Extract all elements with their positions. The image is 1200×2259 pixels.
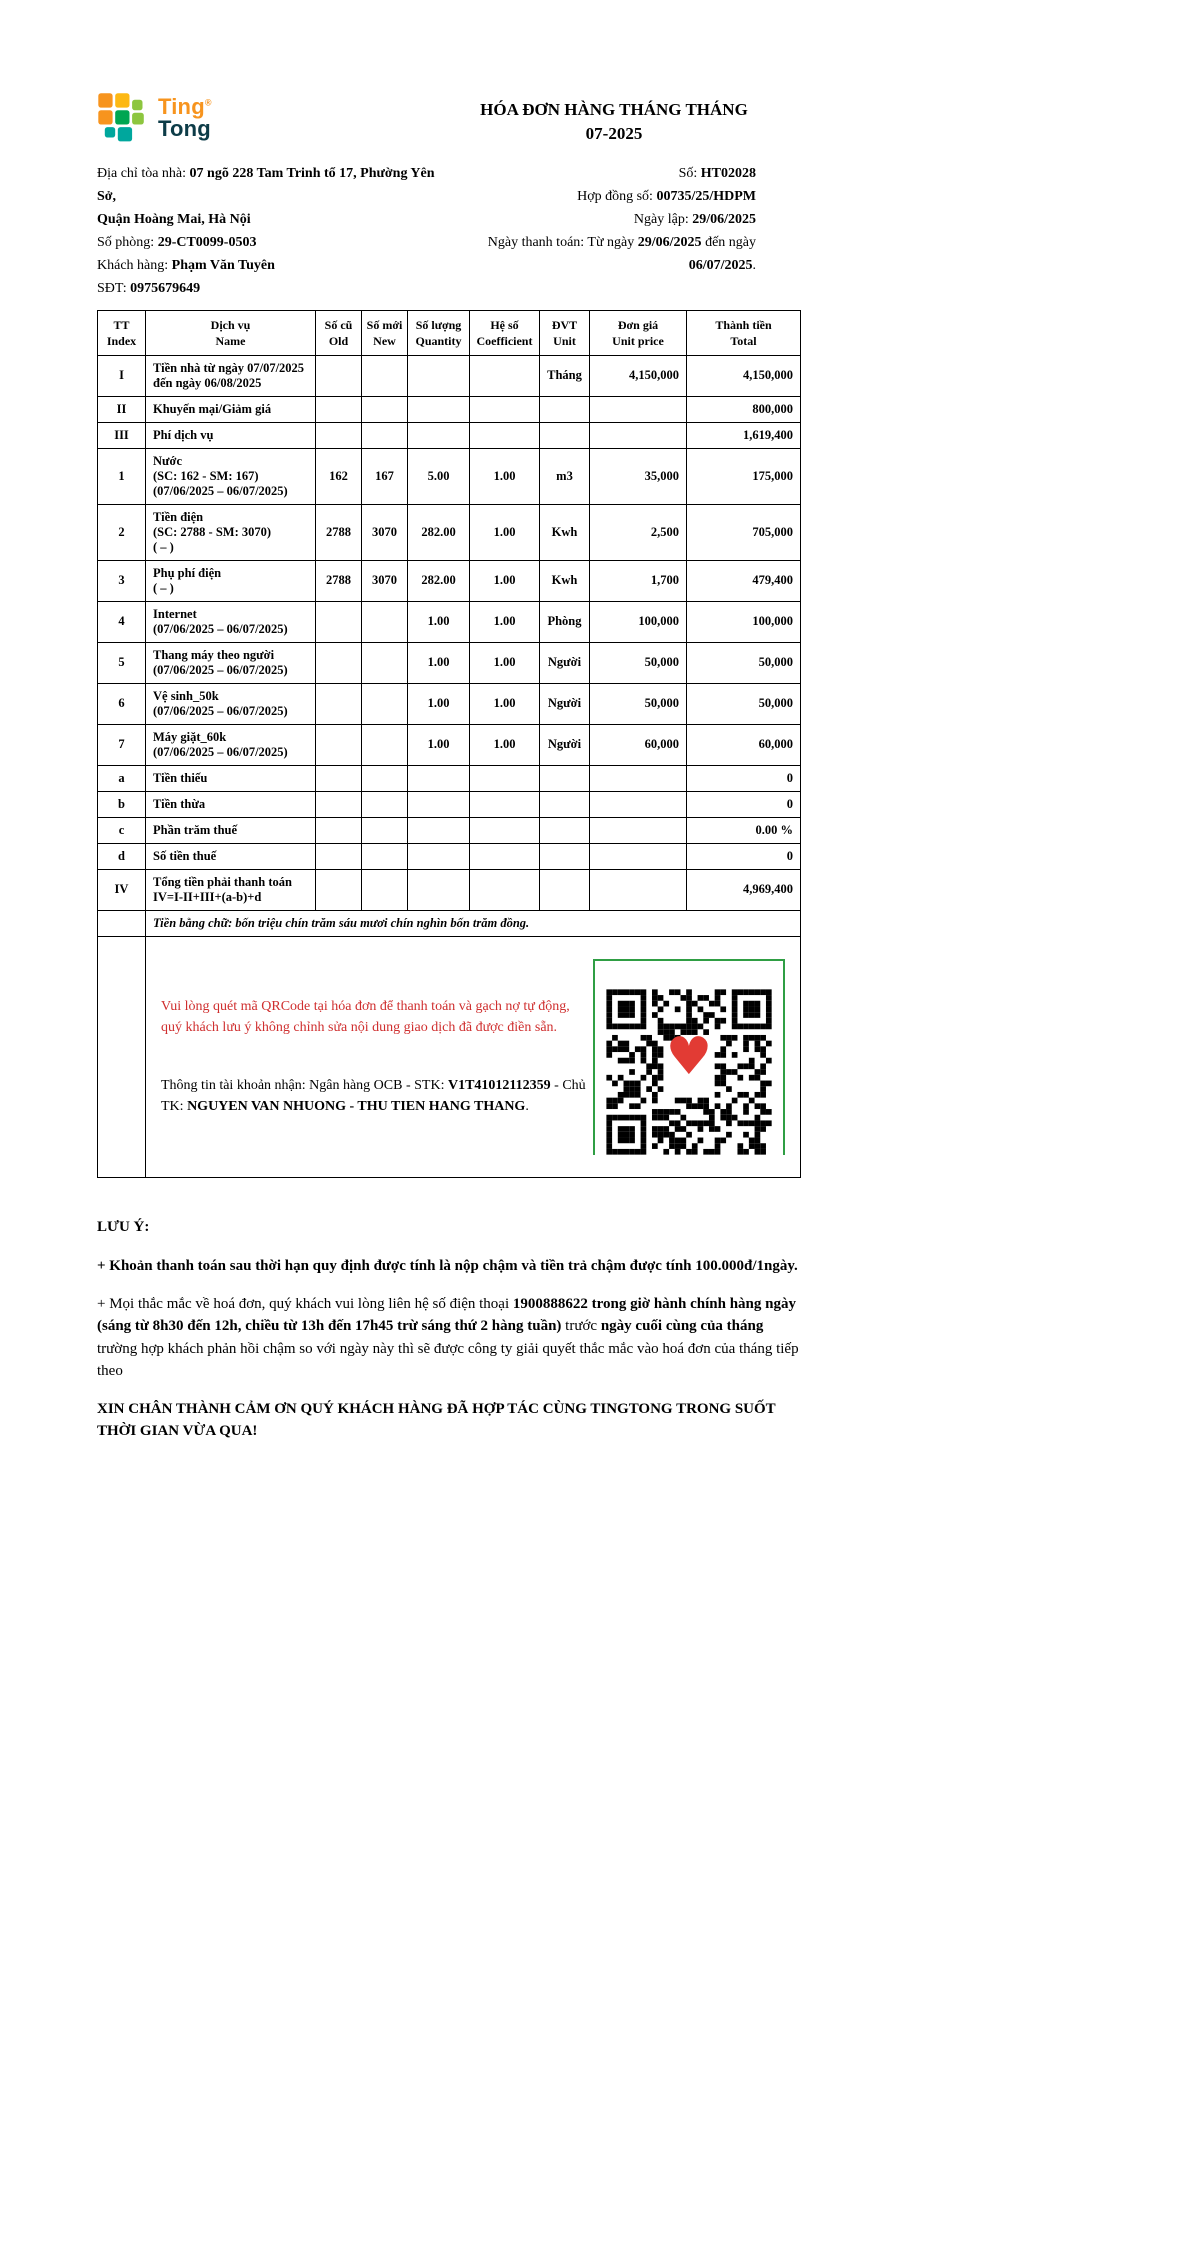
cell-quantity [408,396,470,422]
cell-index: b [98,791,146,817]
qr-index-cell [98,936,146,1177]
cell-total: 705,000 [687,504,801,560]
table-row [98,765,801,791]
cell-coefficient [470,422,540,448]
room-label: Số phòng: [97,234,158,250]
contract-number-line [436,185,756,208]
account-end: . [525,1099,529,1115]
cell-unit-price [590,869,687,910]
cell-unit: m3 [540,448,590,504]
cell-quantity: 1.00 [408,642,470,683]
cell-old-reading [316,396,362,422]
cell-coefficient [470,869,540,910]
cell-total: 4,969,400 [687,869,801,910]
cell-new-reading [362,422,408,448]
cell-index: 2 [98,504,146,560]
payment-label: Ngày thanh toán: Từ ngày [487,234,638,250]
cell-total: 50,000 [687,683,801,724]
table-row [98,504,801,560]
invoice-info [97,162,800,300]
col-header-new: Số mới New [362,310,408,355]
cell-unit: Kwh [540,504,590,560]
table-row [98,869,801,910]
cell-unit: Phòng [540,601,590,642]
cell-total: 4,150,000 [687,355,801,396]
cell-total: 479,400 [687,560,801,601]
cell-old-reading [316,843,362,869]
customer-value: Phạm Văn Tuyên [171,257,275,273]
cell-quantity: 1.00 [408,601,470,642]
cell-service-name: Tiền thiếu [146,765,316,791]
cell-coefficient [470,396,540,422]
logo-registered-mark: ® [204,97,212,108]
cell-unit-price [590,791,687,817]
contract-value: 00735/25/HDPM [656,188,756,204]
col-header-total: Thành tiền Total [687,310,801,355]
cell-unit-price [590,765,687,791]
cell-old-reading: 2788 [316,560,362,601]
cell-old-reading [316,817,362,843]
cell-total: 0 [687,843,801,869]
notes-title: LƯU Ý: [97,1218,150,1235]
cell-new-reading [362,601,408,642]
col-header-old: Số cũ Old [316,310,362,355]
amount-in-words-row [98,910,801,936]
address-label: Địa chỉ tòa nhà: [97,165,190,181]
col-header-service: Dịch vụ Name [146,310,316,355]
cell-new-reading: 3070 [362,560,408,601]
cell-coefficient: 1.00 [470,724,540,765]
cell-quantity [408,422,470,448]
cell-quantity: 1.00 [408,683,470,724]
cell-index: II [98,396,146,422]
cell-unit [540,869,590,910]
logo-ting-text: Ting [158,93,205,119]
cell-index: 1 [98,448,146,504]
cell-new-reading [362,355,408,396]
cell-unit-price [590,396,687,422]
cell-new-reading [362,683,408,724]
cell-coefficient: 1.00 [470,601,540,642]
cell-index: 6 [98,683,146,724]
table-row [98,396,801,422]
cell-old-reading [316,355,362,396]
cell-new-reading [362,817,408,843]
account-number: V1T41012112359 [447,1078,551,1094]
hotline-note [97,1293,800,1383]
cell-new-reading [362,843,408,869]
cell-old-reading [316,765,362,791]
cell-quantity: 5.00 [408,448,470,504]
cell-service-name: Vệ sinh_50k (07/06/2025 – 06/07/2025) [146,683,316,724]
cell-coefficient [470,765,540,791]
cell-total: 1,619,400 [687,422,801,448]
cell-unit [540,765,590,791]
hotline-note-suffix: trường hợp khách phản hồi chậm so với ngày này thì sẽ được công ty giải quyết thắc mắc vào hoá đơn của tháng tiếp theo [97,1340,799,1380]
payment-period-line [436,231,756,277]
cell-service-name: Tiền nhà từ ngày 07/07/2025 đến ngày 06/08/2025 [146,355,316,396]
cell-quantity: 1.00 [408,724,470,765]
cell-total: 50,000 [687,642,801,683]
cell-service-name: Khuyến mại/Giảm giá [146,396,316,422]
table-row [98,355,801,396]
header [97,92,800,146]
cell-total: 175,000 [687,448,801,504]
cell-unit-price [590,817,687,843]
qr-heart-logo: ♥ [665,1026,713,1087]
col-header-quantity: Số lượng Quantity [408,310,470,355]
payment-to-date: 06/07/2025 [688,257,753,273]
cell-service-name: Internet (07/06/2025 – 06/07/2025) [146,601,316,642]
cell-total: 0 [687,791,801,817]
col-header-unit: ĐVT Unit [540,310,590,355]
cell-coefficient [470,843,540,869]
cell-unit-price: 50,000 [590,683,687,724]
cell-unit: Kwh [540,560,590,601]
cell-quantity [408,355,470,396]
qr-payment-cell [146,936,801,1177]
cell-quantity [408,869,470,910]
cell-unit: Người [540,724,590,765]
invoice-number-value: HT02028 [700,165,756,181]
cell-service-name: Tiền thừa [146,791,316,817]
cell-index: 7 [98,724,146,765]
cell-unit-price [590,843,687,869]
cell-unit [540,396,590,422]
cell-index: IV [98,869,146,910]
account-mid: - Chủ TK: [161,1078,586,1115]
qr-payment-notice: Vui lòng quét mã QRCode tại hóa đơn để thanh toán và gạch nợ tự động, quý khách lưu ý không chỉnh sửa nội dung giao dịch đã được điền sẵn. [161,999,570,1036]
cell-unit-price [590,422,687,448]
hotline-note-prefix: + Mọi thắc mắc về hoá đơn, quý khách vui lòng liên hệ số điện thoại [97,1295,513,1312]
logo-tong-text: Tong [158,116,211,141]
cell-old-reading [316,683,362,724]
issue-date-label: Ngày lập: [633,211,693,227]
cell-coefficient: 1.00 [470,642,540,683]
cell-quantity: 282.00 [408,560,470,601]
invoice-title: HÓA ĐƠN HÀNG THÁNG THÁNG 07-2025 [480,100,748,143]
invoice-number-line [436,162,756,185]
table-row [98,560,801,601]
cell-index: a [98,765,146,791]
cell-unit [540,422,590,448]
address-value: 07 ngõ 228 Tam Trinh tổ 17, Phường Yên Sở, [97,165,435,204]
tingtong-logo-icon [97,92,149,144]
cell-coefficient: 1.00 [470,448,540,504]
cell-old-reading: 162 [316,448,362,504]
cell-old-reading [316,724,362,765]
table-row [98,817,801,843]
room-value: 29-CT0099-0503 [157,234,257,250]
invoice-content [97,0,800,1443]
customer-line [97,254,436,277]
table-row [98,642,801,683]
amount-in-words-cell [146,910,801,936]
col-header-unit-price: Đơn giá Unit price [590,310,687,355]
cell-unit-price: 1,700 [590,560,687,601]
cell-quantity [408,817,470,843]
contract-label: Hợp đồng số: [577,188,657,204]
col-header-coefficient: Hệ số Coefficient [470,310,540,355]
cell-unit: Người [540,683,590,724]
table-row [98,422,801,448]
cell-old-reading [316,791,362,817]
cell-old-reading: 2788 [316,504,362,560]
phone-value: 0975679649 [130,280,201,296]
cell-new-reading [362,396,408,422]
cell-coefficient: 1.00 [470,504,540,560]
cell-coefficient [470,791,540,817]
cell-service-name: Phần trăm thuế [146,817,316,843]
cell-unit-price: 50,000 [590,642,687,683]
customer-label: Khách hàng: [97,257,172,273]
qr-account-info [161,1075,593,1117]
cell-coefficient: 1.00 [470,683,540,724]
payment-from-date: 29/06/2025 [637,234,702,250]
cell-total: 0 [687,765,801,791]
info-right [436,162,756,300]
cell-total: 60,000 [687,724,801,765]
table-row [98,843,801,869]
qr-payment-block [153,957,793,1157]
cell-quantity [408,765,470,791]
cell-new-reading [362,791,408,817]
cell-unit-price: 60,000 [590,724,687,765]
hotline-note-mid: trước [561,1318,601,1335]
table-row [98,724,801,765]
cell-unit [540,843,590,869]
cell-unit-price: 100,000 [590,601,687,642]
cell-quantity: 282.00 [408,504,470,560]
cell-new-reading [362,765,408,791]
cell-quantity [408,791,470,817]
cell-service-name: Phí dịch vụ [146,422,316,448]
room-number-line [97,231,436,254]
cell-index: 5 [98,642,146,683]
cell-index: 4 [98,601,146,642]
cell-service-name: Tiền điện (SC: 2788 - SM: 3070) ( – ) [146,504,316,560]
cell-new-reading [362,869,408,910]
tingtong-wordmark [158,93,212,141]
table-row [98,683,801,724]
cell-total: 0.00 % [687,817,801,843]
invoice-table [97,310,801,1178]
cell-old-reading [316,642,362,683]
building-address-line [97,162,436,208]
footer-notes [97,1216,800,1443]
cell-unit: Tháng [540,355,590,396]
cell-unit [540,817,590,843]
cell-unit-price: 2,500 [590,504,687,560]
cell-old-reading [316,422,362,448]
cell-total: 800,000 [687,396,801,422]
cell-old-reading [316,601,362,642]
amount-words-value: bốn triệu chín trăm sáu mươi chín nghìn bốn trăm đồng. [235,915,530,930]
qr-code [593,959,785,1155]
cell-unit-price: 4,150,000 [590,355,687,396]
cell-index: d [98,843,146,869]
hotline-number: 1900888622 trong giờ hành chính hàng ngày (sáng từ 8h30 đến 12h, chiều từ 13h đến 17h45 trừ sáng thứ 2 hàng tuần) [97,1295,796,1335]
cell-index: I [98,355,146,396]
cell-new-reading: 3070 [362,504,408,560]
qr-row [98,936,801,1177]
phone-label: SĐT: [97,280,131,296]
table-row [98,601,801,642]
cell-service-name: Phụ phí điện ( – ) [146,560,316,601]
cell-index: 3 [98,560,146,601]
cell-total: 100,000 [687,601,801,642]
invoice-number-label: Số: [678,165,701,181]
phone-line [97,277,436,300]
cell-coefficient [470,817,540,843]
table-row [98,448,801,504]
cell-unit [540,791,590,817]
cell-service-name: Số tiền thuế [146,843,316,869]
cell-unit-price: 35,000 [590,448,687,504]
cell-index: c [98,817,146,843]
payment-end: . [752,257,756,273]
building-address-line-2 [97,208,436,231]
amount-words-index-cell [98,910,146,936]
cell-new-reading [362,642,408,683]
cell-new-reading: 167 [362,448,408,504]
issue-date-line [436,208,756,231]
late-payment-note: + Khoản thanh toán sau thời hạn quy định được tính là nộp chậm và tiền trả chậm được tính 100.000đ/1ngày. [97,1258,798,1275]
cell-coefficient: 1.00 [470,560,540,601]
cell-service-name: Máy giặt_60k (07/06/2025 – 06/07/2025) [146,724,316,765]
cell-service-name: Nước (SC: 162 - SM: 167) (07/06/2025 – 06/07/2025) [146,448,316,504]
account-holder: NGUYEN VAN NHUONG - THU TIEN HANG THANG [187,1099,526,1115]
cell-index: III [98,422,146,448]
cell-quantity [408,843,470,869]
table-header-row [98,310,801,355]
address-value-2: Quận Hoàng Mai, Hà Nội [97,211,251,227]
amount-words-label: Tiền bằng chữ: [153,915,236,930]
payment-mid: đến ngày [701,234,756,250]
deadline-emphasis: ngày cuối cùng của tháng [600,1318,764,1335]
table-row [98,791,801,817]
cell-old-reading [316,869,362,910]
cell-service-name: Tổng tiền phải thanh toán IV=I-II+III+(a-b)+d [146,869,316,910]
thank-you-message: XIN CHÂN THÀNH CẢM ƠN QUÝ KHÁCH HÀNG ĐÃ HỢP TÁC CÙNG TINGTONG TRONG SUỐT THỜI GIAN VỪA QUA! [97,1400,776,1440]
cell-new-reading [362,724,408,765]
cell-service-name: Thang máy theo người (07/06/2025 – 06/07/2025) [146,642,316,683]
account-prefix: Thông tin tài khoản nhận: Ngân hàng OCB - STK: [161,1078,448,1094]
cell-unit: Người [540,642,590,683]
cell-coefficient [470,355,540,396]
issue-date-value: 29/06/2025 [692,211,756,227]
tingtong-logo [97,92,212,144]
col-header-index: TT Index [98,310,146,355]
qr-instructions [157,975,593,1138]
info-left [97,162,436,300]
